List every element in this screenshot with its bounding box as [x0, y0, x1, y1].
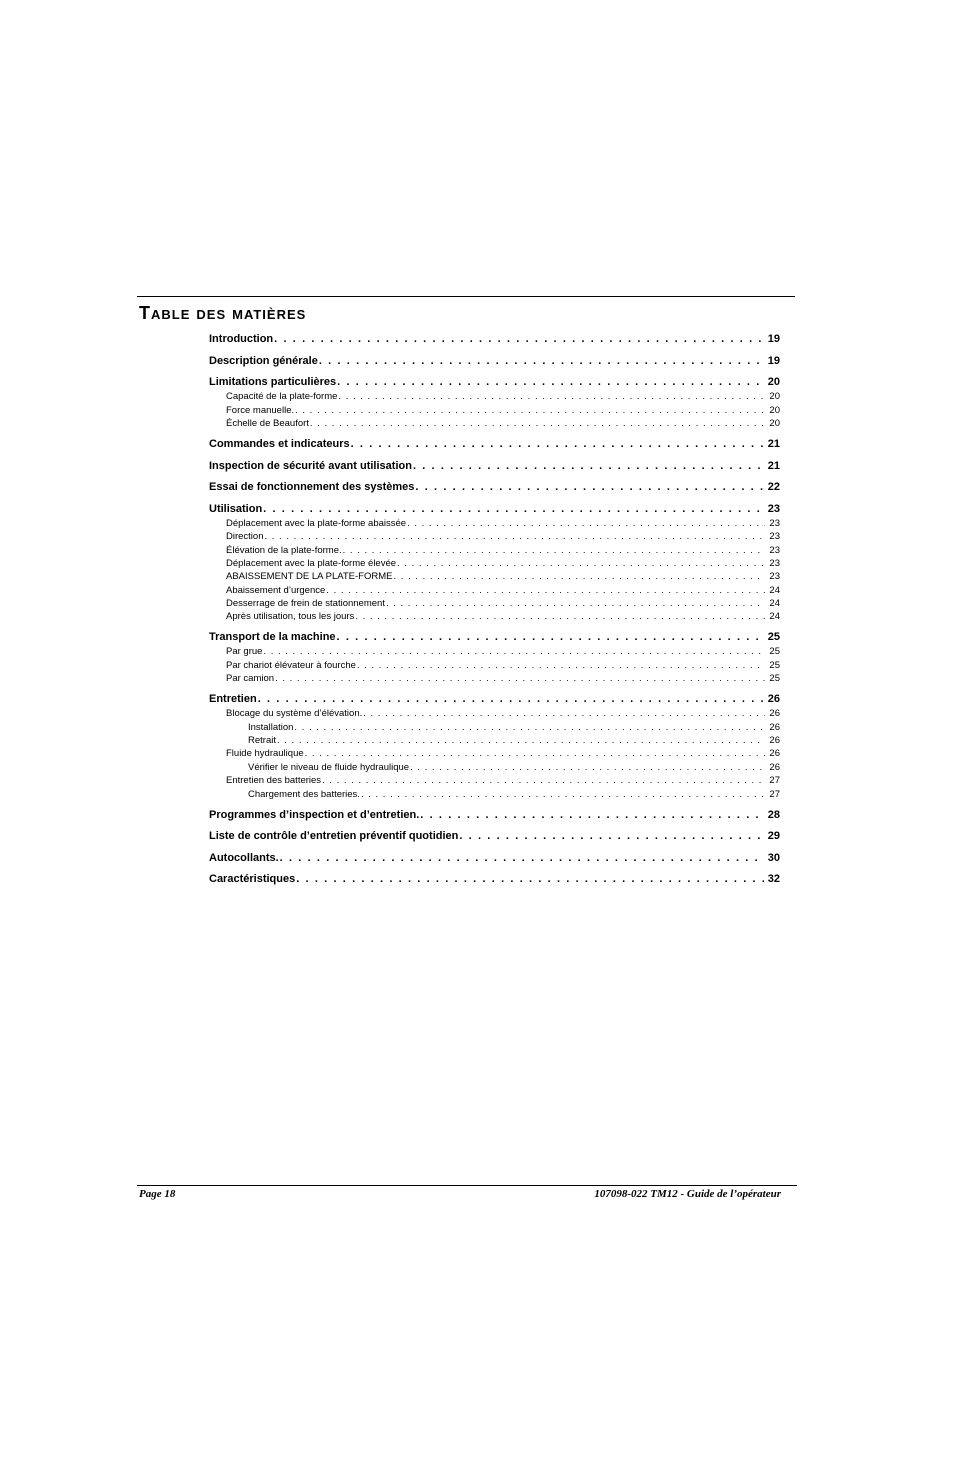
toc-dot-leader: [337, 374, 764, 390]
toc-entry-page-number: 21: [767, 437, 780, 450]
toc-entry-level-1[interactable]: [209, 807, 780, 823]
toc-entry-level-1[interactable]: [209, 436, 780, 452]
toc-entry-level-1[interactable]: [209, 629, 780, 645]
toc-entry-page-number: 26: [769, 708, 780, 720]
toc-dot-leader: [310, 417, 766, 430]
toc-dot-leader: [337, 629, 764, 645]
toc-entry-level-3[interactable]: [209, 734, 780, 747]
toc-entry-title: Abaissement d’urgence: [226, 584, 326, 596]
toc-entry-page-number: 23: [769, 531, 780, 543]
toc-entry-level-1[interactable]: [209, 871, 780, 887]
toc-entry-page-number: 20: [769, 404, 780, 416]
toc-entry-page-number: 27: [769, 775, 780, 787]
toc-dot-leader: [263, 501, 764, 517]
toc-dot-leader: [351, 436, 764, 452]
toc-entry-title: Autocollants.: [209, 851, 279, 864]
toc-entry-title: Capacité de la plate-forme: [226, 391, 338, 403]
toc-entry-page-number: 26: [769, 761, 780, 773]
top-rule: [137, 296, 795, 297]
toc-entry-level-2[interactable]: [209, 530, 780, 543]
toc-entry-title: Force manuelle.: [226, 404, 295, 416]
toc-entry-page-number: 23: [769, 557, 780, 569]
toc-entry-page-number: 23: [769, 517, 780, 529]
toc-entry-page-number: 21: [767, 459, 780, 472]
toc-entry-title: Blocage du système d’élévation.: [226, 708, 363, 720]
toc-dot-leader: [393, 570, 765, 583]
toc-dot-leader: [357, 659, 766, 672]
toc-entry-title: Essai de fonctionnement des systèmes: [209, 481, 415, 494]
toc-entry-page-number: 25: [769, 646, 780, 658]
toc-entry-title: Par camion: [226, 673, 275, 685]
toc-entry-level-2[interactable]: [209, 404, 780, 417]
toc-dot-leader: [263, 645, 765, 658]
toc-entry-title: Commandes et indicateurs: [209, 437, 350, 450]
toc-entry-title: Par grue: [226, 646, 263, 658]
toc-entry-page-number: 26: [769, 735, 780, 746]
toc-entry-level-2[interactable]: [209, 557, 780, 570]
toc-dot-leader: [274, 331, 764, 347]
toc-entry-level-1[interactable]: [209, 331, 780, 347]
toc-entry-title: Utilisation: [209, 502, 263, 515]
toc-entry-page-number: 25: [767, 631, 780, 644]
table-of-contents: [209, 331, 780, 887]
toc-entry-page-number: 19: [767, 354, 780, 367]
toc-dot-leader: [326, 584, 765, 597]
toc-entry-title: Après utilisation, tous les jours: [226, 611, 355, 623]
toc-dot-leader: [295, 404, 765, 417]
toc-dot-leader: [280, 850, 764, 866]
toc-dot-leader: [420, 807, 763, 823]
toc-entry-page-number: 23: [769, 571, 780, 583]
toc-entry-page-number: 26: [769, 748, 780, 760]
toc-entry-page-number: 23: [769, 544, 780, 556]
toc-entry-page-number: 27: [769, 788, 780, 800]
toc-entry-level-2[interactable]: [209, 659, 780, 672]
toc-entry-level-2[interactable]: [209, 570, 780, 583]
toc-entry-page-number: 32: [767, 873, 780, 886]
toc-dot-leader: [386, 597, 765, 610]
toc-entry-level-1[interactable]: [209, 501, 780, 517]
toc-entry-level-2[interactable]: [209, 774, 780, 787]
toc-entry-page-number: 30: [767, 851, 780, 864]
toc-entry-level-2[interactable]: [209, 417, 780, 430]
toc-entry-title: Inspection de sécurité avant utilisation: [209, 459, 412, 472]
footer-document-title: 107098-022 TM12 - Guide de l’opérateur: [594, 1188, 781, 1200]
toc-dot-leader: [407, 517, 765, 530]
toc-entry-level-2[interactable]: [209, 517, 780, 530]
toc-entry-title: Transport de la machine: [209, 631, 336, 644]
toc-dot-leader: [296, 871, 764, 887]
toc-entry-title: Entretien: [209, 693, 257, 706]
toc-entry-title: Introduction: [209, 333, 274, 345]
toc-entry-title: Programmes d’inspection et d’entretien.: [209, 808, 420, 821]
footer-page-number: Page 18: [139, 1188, 176, 1200]
toc-entry-level-2[interactable]: [209, 610, 780, 623]
toc-entry-level-2[interactable]: [209, 747, 780, 760]
page-title: Table des matières: [139, 303, 307, 323]
toc-dot-leader: [338, 390, 765, 403]
toc-entry-page-number: 29: [767, 830, 780, 843]
toc-entry-page-number: 28: [767, 808, 780, 821]
toc-entry-title: Caractéristiques: [209, 873, 296, 886]
toc-entry-title: Entretien des batteries: [226, 775, 322, 787]
toc-entry-level-2[interactable]: [209, 597, 780, 610]
toc-dot-leader: [361, 788, 765, 801]
toc-entry-level-2[interactable]: [209, 544, 780, 557]
toc-dot-leader: [277, 734, 765, 747]
toc-entry-title: Vérifier le niveau de fluide hydraulique: [248, 761, 410, 773]
toc-dot-leader: [459, 828, 763, 844]
toc-dot-leader: [322, 774, 765, 787]
toc-entry-level-2[interactable]: [209, 672, 780, 685]
toc-dot-leader: [363, 707, 765, 720]
toc-dot-leader: [413, 458, 764, 474]
toc-entry-title: Déplacement avec la plate-forme élevée: [226, 557, 397, 569]
toc-dot-leader: [319, 353, 764, 369]
toc-entry-title: ABAISSEMENT DE LA PLATE-FORME: [226, 571, 393, 583]
toc-entry-page-number: 24: [769, 611, 780, 623]
toc-dot-leader: [294, 721, 765, 734]
toc-entry-level-1[interactable]: [209, 850, 780, 866]
toc-entry-page-number: 26: [767, 693, 780, 706]
toc-entry-page-number: 25: [769, 673, 780, 685]
toc-entry-level-3[interactable]: [209, 721, 780, 734]
toc-dot-leader: [305, 747, 766, 760]
toc-entry-title: Chargement des batteries.: [248, 788, 360, 800]
toc-entry-level-1[interactable]: [209, 828, 780, 844]
toc-dot-leader: [343, 544, 766, 557]
toc-entry-page-number: 24: [769, 598, 780, 610]
toc-dot-leader: [410, 761, 765, 774]
toc-entry-level-1[interactable]: [209, 691, 780, 707]
toc-entry-page-number: 20: [769, 391, 780, 403]
footer-rule: [137, 1185, 797, 1186]
toc-entry-page-number: 25: [769, 659, 780, 671]
toc-entry-level-3[interactable]: [209, 788, 780, 801]
toc-entry-page-number: 20: [767, 376, 780, 389]
toc-entry-page-number: 22: [767, 481, 780, 494]
toc-entry-level-2[interactable]: [209, 645, 780, 658]
toc-entry-level-1[interactable]: [209, 374, 780, 390]
toc-entry-page-number: 19: [767, 333, 780, 345]
toc-entry-level-1[interactable]: [209, 353, 780, 369]
toc-entry-title: Direction: [226, 531, 264, 543]
toc-entry-page-number: 23: [767, 502, 780, 515]
toc-entry-title: Limitations particulières: [209, 376, 337, 389]
toc-entry-title: Par chariot élévateur à fourche: [226, 659, 356, 671]
toc-entry-title: Desserrage de frein de stationnement: [226, 598, 385, 610]
toc-entry-level-1[interactable]: [209, 479, 780, 495]
toc-entry-level-3[interactable]: [209, 761, 780, 774]
toc-entry-level-2[interactable]: [209, 584, 780, 597]
toc-entry-level-2[interactable]: [209, 707, 780, 720]
toc-dot-leader: [275, 672, 765, 685]
toc-entry-title: Élévation de la plate-forme.: [226, 544, 342, 556]
toc-entry-page-number: 26: [769, 721, 780, 733]
toc-entry-title: Déplacement avec la plate-forme abaissée: [226, 517, 407, 529]
toc-entry-page-number: 20: [769, 417, 780, 429]
toc-entry-level-1[interactable]: [209, 458, 780, 474]
toc-entry-title: Description générale: [209, 354, 318, 367]
toc-entry-title: Fluide hydraulique: [226, 748, 304, 760]
toc-dot-leader: [355, 610, 765, 623]
toc-dot-leader: [258, 691, 764, 707]
toc-dot-leader: [265, 530, 766, 543]
toc-entry-title: Retrait: [248, 735, 276, 746]
toc-dot-leader: [415, 479, 763, 495]
toc-entry-title: Installation: [248, 721, 294, 733]
toc-entry-title: Liste de contrôle d’entretien préventif quotidien: [209, 830, 459, 843]
toc-entry-level-2[interactable]: [209, 390, 780, 403]
toc-entry-title: Échelle de Beaufort: [226, 417, 309, 429]
toc-entry-page-number: 24: [769, 584, 780, 596]
toc-dot-leader: [397, 557, 765, 570]
